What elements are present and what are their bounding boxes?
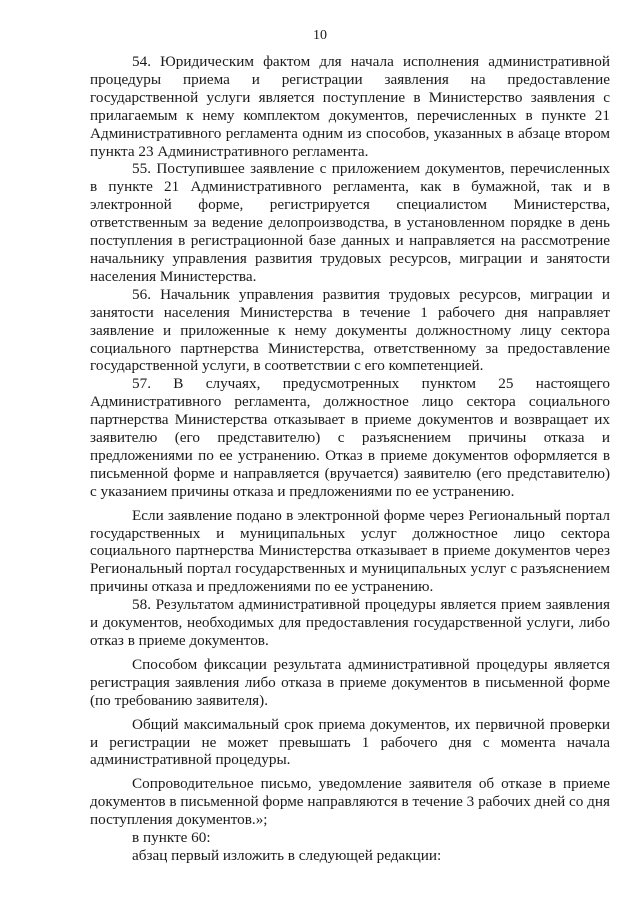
paragraph-57-electronic: Если заявление подано в электронной форме через Региональный портал государственных и муниципальных услуг должностное лицо сектора социального партнерства Министерства отказывает в приеме документов через Региональный портал государственных и муниципальных услуг с разъяснением причины отказа и предложениями по ее устранению. <box>90 506 610 596</box>
paragraph-first-abzac: абзац первый изложить в следующей редакции: <box>132 846 442 864</box>
paragraph-58-max-term: Общий максимальный срок приема документов, их первичной проверки и регистрации не может превышать 1 рабочего дня с момента начала административной процедуры. <box>90 715 610 769</box>
paragraph-point-60: в пункте 60: <box>132 829 211 847</box>
paragraph-58: 58. Результатом административной процедуры является прием заявления и документов, необходимых для предоставления государственной услуги, либо отказ в приеме документов. <box>90 596 610 649</box>
page-number: 10 <box>313 28 327 43</box>
paragraph-54: 54. Юридическим фактом для начала исполнения административной процедуры приема и регистрации заявления на предоставление государственной услуги является поступление в Министерство заявления с прилагаемым к нему комплектом документов, перечисленных в пункте 21 Административного регламента одним из способов, указанных в абзаце втором пункта 23 Административного регламента. <box>90 53 610 160</box>
paragraph-58-fixation: Способом фиксации результата административной процедуры является регистрация заявления либо отказа в приеме документов в письменной форме (по требованию заявителя). <box>90 655 610 709</box>
paragraph-55: 55. Поступившее заявление с приложением документов, перечисленных в пункте 21 Административного регламента, как в бумажной, так и в электронной форме, регистрируется специалистом Министерства, ответственным за ведение делопроизводства, в установленном порядке в день поступления в регистрационной базе данных и направляется на рассмотрение начальнику управления развития трудовых ресурсов, миграции и занятости населения Министерства. <box>90 160 610 285</box>
document-body <box>90 53 610 865</box>
paragraph-56: 56. Начальник управления развития трудовых ресурсов, миграции и занятости населения Министерства в течение 1 рабочего дня направляет заявление и приложенные к нему документы должностному лицу сектора социального партнерства Министерства, ответственному за предоставление государственной услуги, в соответствии с его компетенцией. <box>90 285 610 375</box>
paragraph-57: 57. В случаях, предусмотренных пунктом 25 настоящего Административного регламента, должностное лицо сектора социального партнерства Министерства отказывает в приеме документов и возвращает их заявителю (его представителю) с разъяснением причины отказа и предложениями по ее устранению. Отказ в приеме документов оформляется в письменной форме и направляется (вручается) заявителю (его представителю) с указанием причины отказа и предложениями по ее устранению. <box>90 375 610 500</box>
paragraph-58-cover-letter: Сопроводительное письмо, уведомление заявителя об отказе в приеме документов в письменной форме направляются в течение 3 рабочих дней со дня поступления документов.»; <box>90 775 610 829</box>
